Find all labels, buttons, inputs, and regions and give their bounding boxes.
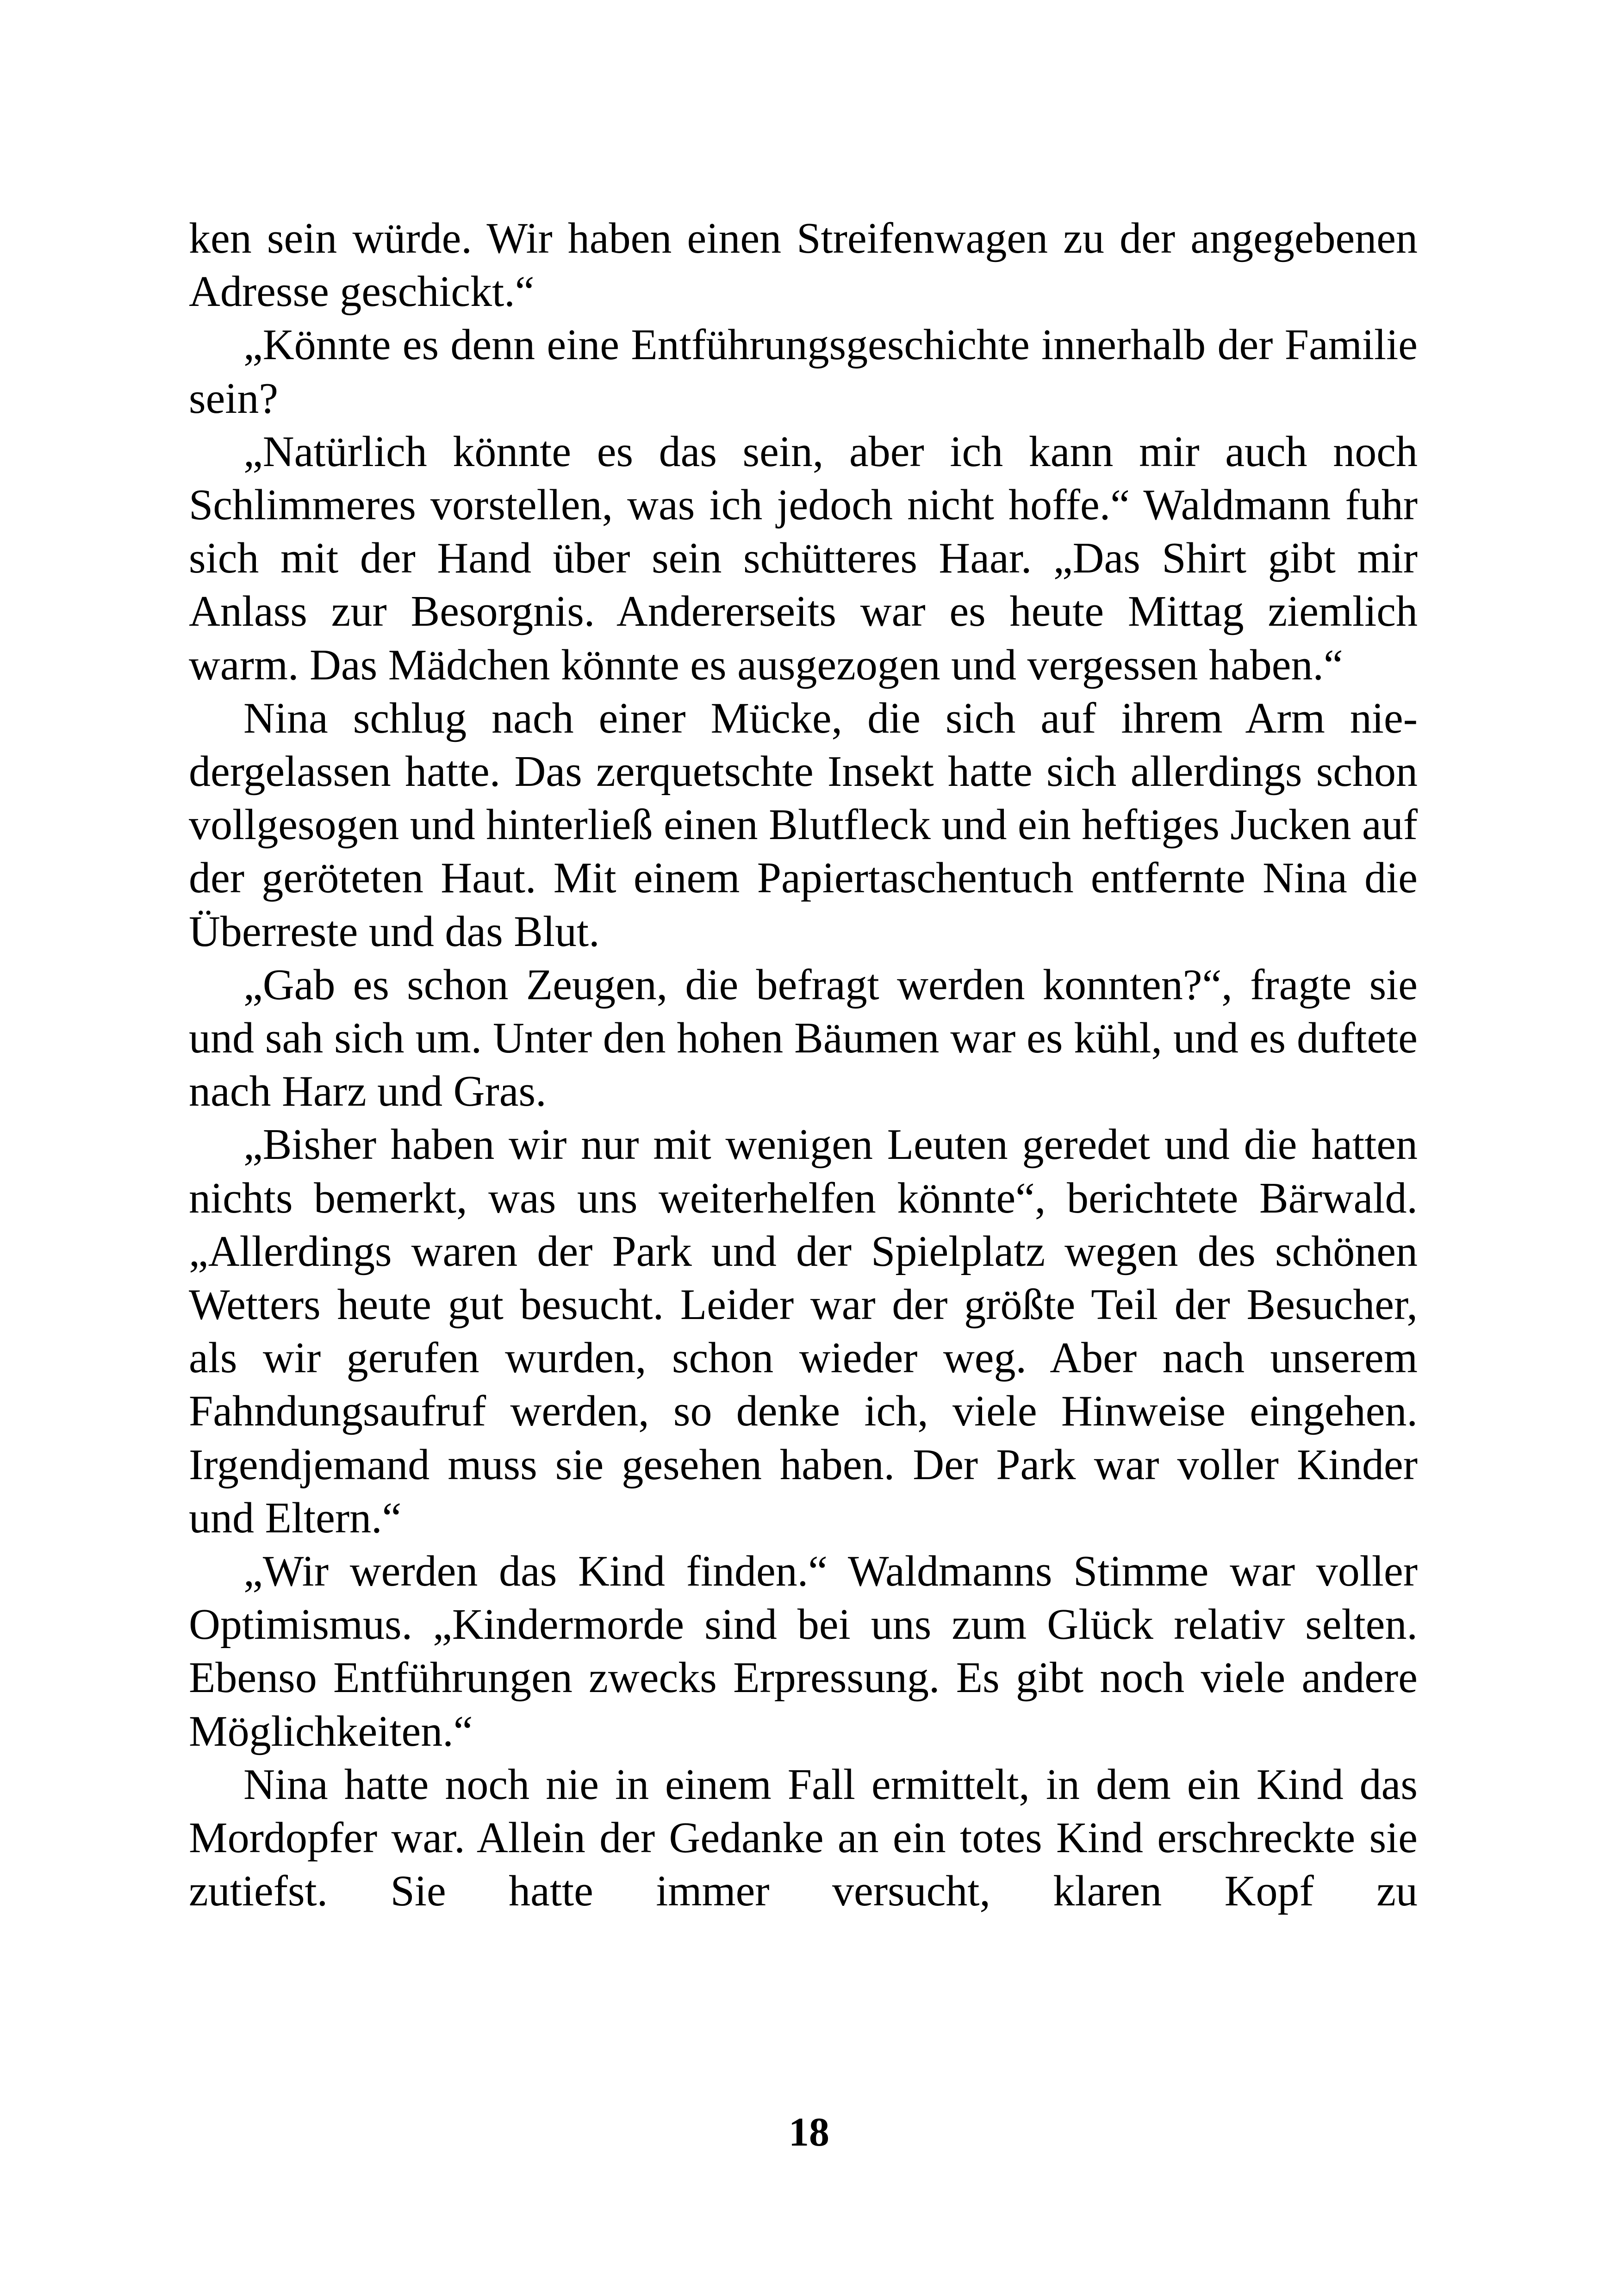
paragraph-5: „Gab es schon Zeugen, die befragt werden konnten?“, fragte sie und sah sich um. Unter den hohen Bäumen war es kühl, und es duftete nach Harz und Gras. xyxy=(189,960,1418,1116)
paragraph-6: „Bisher haben wir nur mit wenigen Leuten geredet und die hatten nichts bemerkt, was uns weiterhelfen könnte“, berichtete Bärwald. „Allerdings waren der Park und der Spielplatz wegen des schönen Wetters heute gut besucht. Leider war der größte Teil der Besucher, als wir gerufen wurden, schon wieder weg. Aber nach unserem Fahndungsaufruf werden, so denke ich, viele Hinweise eingehen. Irgendjemand muss sie gesehen haben. Der Park war voller Kinder und Eltern.“ xyxy=(189,1120,1418,1542)
paragraph-4: Nina schlug nach einer Mücke, die sich auf ihrem Arm niedergelassen hatte. Das zerquetschte Insekt hatte sich allerdings schon vollgesogen und hinterließ einen Blutfleck und ein heftiges Jucken auf der geröteten Haut. Mit einem Papiertaschentuch entfernte Nina die Überreste und das Blut. xyxy=(189,694,1418,956)
paragraph-7: „Wir werden das Kind finden.“ Waldmanns Stimme war voller Optimismus. „Kindermorde sind bei uns zum Glück relativ selten. Ebenso Entführungen zwecks Erpressung. Es gibt noch viele andere Möglichkeiten.“ xyxy=(189,1547,1418,1755)
paragraph-2: „Könnte es denn eine Entführungsgeschichte innerhalb der Familie sein? xyxy=(189,321,1418,423)
page-number: 18 xyxy=(789,2110,829,2155)
body-text xyxy=(189,212,1418,1918)
paragraph-8: Nina hatte noch nie in einem Fall ermittelt, in dem ein Kind das Mordopfer war. Allein der Gedanke an ein totes Kind erschreckte sie zutiefst. Sie hatte immer versucht, klaren Kopf zu xyxy=(189,1760,1418,1916)
paragraph-3: „Natürlich könnte es das sein, aber ich kann mir auch noch Schlimmeres vorstellen, was ich jedoch nicht hoffe.“ Waldmann fuhr sich mit der Hand über sein schütteres Haar. „Das Shirt gibt mir Anlass zur Besorgnis. Andererseits war es heute Mittag ziemlich warm. Das Mädchen könnte es ausgezogen und vergessen haben.“ xyxy=(189,427,1418,689)
paragraph-1: ken sein würde. Wir haben einen Streifenwagen zu der angegebenen Adresse geschickt.“ xyxy=(189,214,1418,316)
